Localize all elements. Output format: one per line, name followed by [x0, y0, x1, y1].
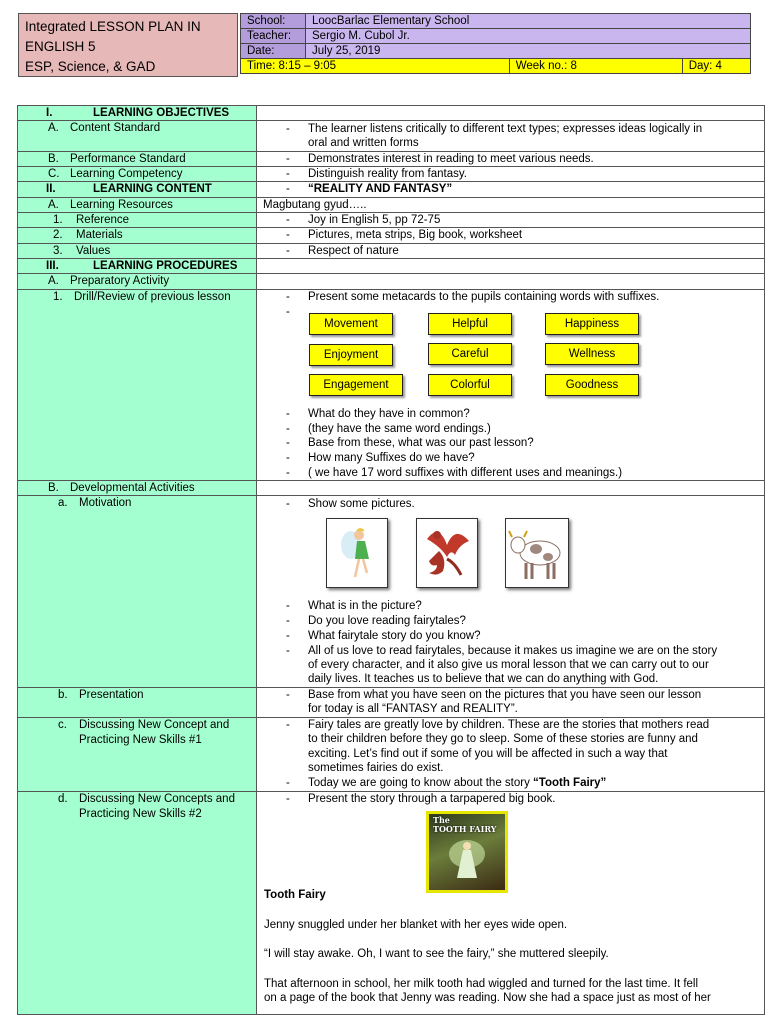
story-paragraph: Jenny snuggled under her blanket with her eyes wide open.: [264, 919, 568, 931]
metacard: Goodness: [545, 374, 639, 396]
drill-label: Drill/Review of previous lesson: [74, 291, 231, 303]
motivation-question: What is in the picture?: [308, 600, 422, 612]
resources-text: Magbutang gyud…..: [263, 199, 367, 211]
day-cell: Day: 4: [682, 59, 750, 74]
concept1-today: Today we are going to know about the story “Tooth Fairy”: [308, 777, 607, 789]
school-label: School:: [241, 14, 306, 29]
reference-label: Reference: [76, 214, 130, 226]
concept2-intro: Present the story through a tarpapered big book.: [308, 793, 556, 805]
resources-label: Learning Resources: [70, 199, 173, 211]
motivation-label: Motivation: [79, 497, 132, 509]
materials-label: Materials: [76, 229, 123, 241]
presentation-label: Presentation: [79, 689, 144, 701]
title-line-1: Integrated LESSON PLAN IN: [25, 19, 201, 34]
presentation-text: for today is all “FANTASY and REALITY”.: [308, 703, 518, 715]
presentation-text: Base from what you have seen on the pictures that you have seen our lesson: [308, 689, 702, 701]
time-cell: Time: 8:15 – 9:05: [241, 59, 510, 74]
motivation-question: What fairytale story do you know?: [308, 630, 481, 642]
drill-question: Base from these, what was our past lesson?: [308, 437, 534, 449]
metacard: Enjoyment: [309, 344, 393, 366]
performance-standard-text: Demonstrates interest in reading to meet various needs.: [308, 153, 594, 165]
cow-picture: [505, 518, 569, 588]
procedures-heading: LEARNING PROCEDURES: [93, 260, 238, 272]
fairy-icon: [327, 519, 387, 587]
performance-standard-label: Performance Standard: [70, 153, 186, 165]
tooth-fairy-book-cover: [426, 811, 508, 893]
concept2-label: Discussing New Concepts and: [79, 793, 235, 805]
metacard: Happiness: [545, 313, 639, 335]
motivation-paragraph: of every character, and it also give us moral lesson that we can carry out to our: [308, 659, 709, 671]
learning-content-topic: “REALITY AND FANTASY”: [308, 183, 453, 195]
preparatory-label: Preparatory Activity: [70, 275, 170, 287]
drill-question: What do they have in common?: [308, 408, 470, 420]
concept1-text: exciting. Let’s find out if some of you will be affected in such a way that: [308, 748, 668, 760]
motivation-paragraph: daily lives. It teaches us to believe that we can do anything with God.: [308, 673, 659, 685]
values-label: Values: [76, 245, 111, 257]
dragon-icon: [417, 519, 477, 587]
metacard: Movement: [309, 313, 393, 335]
lesson-plan-title: [18, 13, 238, 77]
header-meta-table: [240, 13, 751, 74]
content-standard-text-2: oral and written forms: [308, 137, 419, 149]
concept1-text: Fairy tales are greatly love by children. These are the stories that mothers read: [308, 719, 710, 731]
content-standard-num: A.: [48, 122, 59, 134]
learning-content-heading: LEARNING CONTENT: [93, 183, 212, 195]
teacher-value: Sergio M. Cubol Jr.: [306, 29, 751, 44]
metacard: Wellness: [545, 343, 639, 365]
metacard: Careful: [428, 343, 512, 365]
concept2-label: Practicing New Skills #2: [79, 808, 202, 820]
objectives-num: I.: [46, 107, 53, 119]
motivation-intro: Show some pictures.: [308, 498, 415, 510]
teacher-label: Teacher:: [241, 29, 306, 44]
metacard: Helpful: [428, 313, 512, 335]
title-line-3: ESP, Science, & GAD: [25, 59, 156, 74]
metacard: Engagement: [309, 374, 403, 396]
drill-question: ( we have 17 word suffixes with different uses and meanings.): [308, 467, 623, 479]
fairy-picture: [326, 518, 388, 588]
concept1-text: to their children before they go to sleep. Some of these stories are funny and: [308, 733, 698, 745]
drill-question: (they have the same word endings.): [308, 423, 491, 435]
metacard: Colorful: [428, 374, 512, 396]
school-value: LoocBarlac Elementary School: [306, 14, 751, 29]
story-paragraph: That afternoon in school, her milk tooth had wiggled and turned for the last time. It fell: [264, 978, 699, 990]
values-text: Respect of nature: [308, 245, 399, 257]
drill-question: How many Suffixes do we have?: [308, 452, 475, 464]
story-title: Tooth Fairy: [264, 889, 326, 901]
concept1-text: sometimes fairies do exist.: [308, 762, 444, 774]
developmental-label: Developmental Activities: [70, 482, 195, 494]
week-cell: Week no.: 8: [509, 59, 682, 74]
title-line-2: ENGLISH 5: [25, 39, 96, 54]
dragon-picture: [416, 518, 478, 588]
date-value: July 25, 2019: [306, 44, 751, 59]
motivation-question: Do you love reading fairytales?: [308, 615, 466, 627]
lesson-plan-table: I. LEARNING OBJECTIVES A. Content Standard - The learner listens critically to different text types; expresses ideas logically in oral and written forms B. Performance Standard - Demonstrates interest in reading to meet various needs. C. Learning Competency - Distinguish reality from fantasy. II. LEARNING CONTENT - “REALITY AND FANTASY” A. Learning Resources Magbutang gyud….. 1. Reference - Joy in English 5, pp 72-75 2. Materials - Pictures, meta strips, Big book, worksheet 3. Values - Respect of nature III. LEARNING PROCEDURES A. Preparatory Activity 1. Drill/Review of previous lesson - Present some metacards to the pupils containing words with suffixes. - Movement Helpful Happiness Enjoyment Careful Wellness Engagement Colorful Goodness - What do they have in common? - (they have the same word endings.) - Base from these, what was our past lesson? - How many Suffixes do we have? - ( we have 17 word suffixes with different uses and meanings.) B. Developmental Activities a. Motivation - Show some pictures. - What is in the picture? - Do you love reading fairytales? - What fairytale story do you know? - All of us love to read fairytales, because it makes us imagine we are on the story of every character, and it also give us moral lesson that we can carry out to our daily lives. It teaches us to believe that we can do anything with God. b. Presentation - Base from what you have seen on the pictures that you have seen our lesson for today is all “FANTASY and REALITY”. c. Discussing New Concept and Practicing New Skills #1 - Fairy tales are greatly love by children. These are the stories that mothers read to their children before they go to sleep. Some of these stories are funny and exciting. Let’s find out if some of you will be affected in such a way that sometimes fairies do exist. - Today we are going to know about the story “Tooth Fairy” d. Discussing New Concepts and Practicing New Skills #2 - Present the story through a tarpapered big book. The TOOTH FAIRY Tooth Fairy Jenny snuggled under her blanket with her eyes wide open. “I will stay awake. Oh, I want to see the fairy,” she muttered sleepily. That afternoon in school, her milk tooth had wiggled and turned for the last time. It fell on a page of the book that Jenny was reading. Now she had a space just as most of her: [17, 105, 765, 1015]
story-paragraph: on a page of the book that Jenny was reading. Now she had a space just as most of her: [264, 992, 711, 1004]
drill-intro: Present some metacards to the pupils containing words with suffixes.: [308, 291, 660, 303]
fairy-icon: [429, 814, 505, 890]
reference-text: Joy in English 5, pp 72-75: [308, 214, 441, 226]
book-cover-title: The TOOTH FAIRY: [433, 815, 497, 834]
content-standard-text-1: The learner listens critically to different text types; expresses ideas logically in: [308, 123, 703, 135]
motivation-paragraph: All of us love to read fairytales, because it makes us imagine we are on the story: [308, 645, 718, 657]
materials-text: Pictures, meta strips, Big book, worksheet: [308, 229, 523, 241]
competency-label: Learning Competency: [70, 168, 183, 180]
content-standard-label: Content Standard: [70, 122, 161, 134]
competency-text: Distinguish reality from fantasy.: [308, 168, 467, 180]
concept1-label: Practicing New Skills #1: [79, 734, 202, 746]
concept1-label: Discussing New Concept and: [79, 719, 230, 731]
date-label: Date:: [241, 44, 306, 59]
story-paragraph: “I will stay awake. Oh, I want to see the fairy,” she muttered sleepily.: [264, 948, 609, 960]
objectives-heading: LEARNING OBJECTIVES: [93, 107, 230, 119]
cow-icon: [506, 519, 568, 587]
